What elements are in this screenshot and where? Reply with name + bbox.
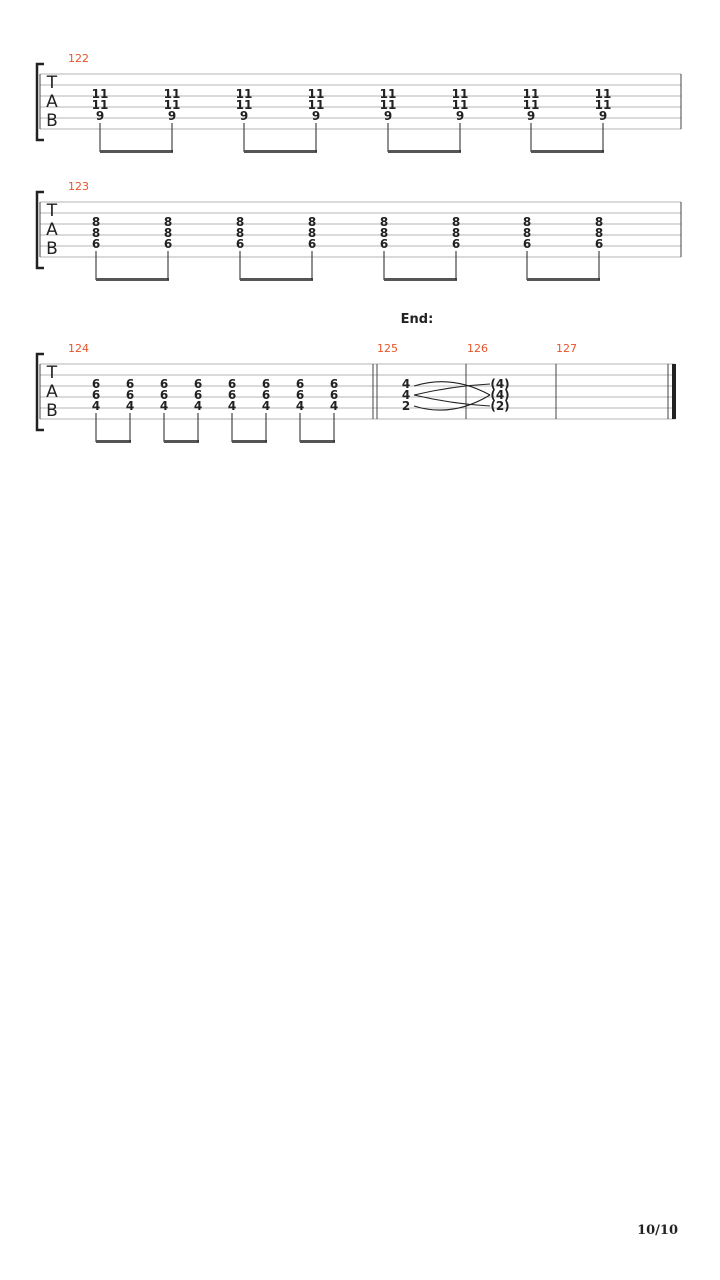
fret-number: 8 [451, 226, 461, 240]
fret-number: 11 [91, 98, 109, 112]
beam [531, 150, 604, 153]
fret-number: 6 [295, 377, 305, 391]
fret-number: 8 [91, 215, 101, 229]
fret-number: 11 [451, 98, 469, 112]
bar-number: 125 [377, 342, 398, 355]
tab-clef-b: B [46, 111, 58, 131]
fret-number: 6 [522, 237, 532, 251]
tab-clef-t: T [46, 73, 58, 93]
fret-number: 11 [379, 87, 397, 101]
tab-clef-a: A [46, 382, 58, 402]
fret-number: 6 [91, 377, 101, 391]
fret-number: 8 [307, 226, 317, 240]
tab-clef-t: T [46, 201, 58, 221]
fret-number: 6 [193, 377, 203, 391]
fret-number: 11 [91, 87, 109, 101]
fret-number: 6 [163, 237, 173, 251]
fret-number: 6 [235, 237, 245, 251]
bar-number: 123 [68, 180, 89, 193]
fret-number: 6 [125, 377, 135, 391]
fret-number-tied: (4) [490, 388, 510, 402]
fret-number: 6 [227, 388, 237, 402]
fret-number: 9 [526, 109, 536, 123]
fret-number: 6 [594, 237, 604, 251]
beam [527, 278, 600, 281]
fret-number: 11 [522, 98, 540, 112]
beam [164, 440, 199, 443]
tab-system-3 [37, 312, 676, 443]
fret-number: 6 [227, 377, 237, 391]
tab-clef-b: B [46, 239, 58, 259]
fret-number: 6 [91, 388, 101, 402]
fret-number: 4 [261, 399, 271, 413]
fret-number: 4 [401, 388, 411, 402]
fret-number: 4 [401, 377, 411, 391]
fret-number: 4 [159, 399, 169, 413]
beam [100, 150, 173, 153]
fret-number: 6 [329, 388, 339, 402]
fret-number-tied: (2) [490, 399, 510, 413]
fret-number-tied: (4) [490, 377, 510, 391]
fret-number: 6 [91, 237, 101, 251]
fret-number: 4 [295, 399, 305, 413]
fret-number: 11 [522, 87, 540, 101]
fret-number: 8 [163, 226, 173, 240]
fret-number: 8 [594, 226, 604, 240]
fret-number: 9 [311, 109, 321, 123]
fret-number: 8 [235, 226, 245, 240]
fret-number: 8 [91, 226, 101, 240]
tab-system-2 [37, 180, 681, 281]
tab-clef-a: A [46, 220, 58, 240]
beam [300, 440, 335, 443]
fret-number: 9 [383, 109, 393, 123]
beam [240, 278, 313, 281]
tab-clef-a: A [46, 92, 58, 112]
fret-number: 6 [295, 388, 305, 402]
beam [96, 278, 169, 281]
bar-number: 122 [68, 52, 89, 65]
fret-number: 4 [193, 399, 203, 413]
fret-number: 6 [159, 388, 169, 402]
fret-number: 11 [163, 98, 181, 112]
section-label: End: [400, 312, 434, 327]
beam [96, 440, 131, 443]
fret-number: 4 [91, 399, 101, 413]
fret-number: 6 [261, 388, 271, 402]
tab-system-1 [37, 52, 681, 153]
final-barline-thick [672, 364, 676, 419]
fret-number: 8 [379, 226, 389, 240]
tab-clef-b: B [46, 401, 58, 421]
beam [232, 440, 267, 443]
fret-number: 9 [239, 109, 249, 123]
staff-lines [40, 364, 675, 419]
fret-number: 9 [167, 109, 177, 123]
staff-lines [40, 202, 681, 257]
note-columns [92, 215, 603, 281]
fret-number: 4 [329, 399, 339, 413]
fret-number: 6 [159, 377, 169, 391]
fret-number: 8 [235, 215, 245, 229]
bar-number: 127 [556, 342, 577, 355]
staff-lines [40, 74, 681, 129]
fret-number: 9 [455, 109, 465, 123]
fret-number: 8 [522, 226, 532, 240]
beam [384, 278, 457, 281]
beam [388, 150, 461, 153]
bar-number: 126 [467, 342, 488, 355]
fret-number: 6 [451, 237, 461, 251]
fret-number: 9 [95, 109, 105, 123]
fret-number: 6 [125, 388, 135, 402]
fret-number: 11 [235, 87, 253, 101]
fret-number: 11 [451, 87, 469, 101]
fret-number: 11 [594, 87, 612, 101]
tab-clef-t: T [46, 363, 58, 383]
fret-number: 11 [307, 87, 325, 101]
fret-number: 8 [451, 215, 461, 229]
fret-number: 8 [522, 215, 532, 229]
note-columns [92, 377, 338, 443]
fret-number: 4 [227, 399, 237, 413]
fret-number: 6 [307, 237, 317, 251]
fret-number: 11 [307, 98, 325, 112]
fret-number: 8 [594, 215, 604, 229]
fret-number: 8 [379, 215, 389, 229]
fret-number: 6 [379, 237, 389, 251]
fret-number: 11 [594, 98, 612, 112]
fret-number: 8 [163, 215, 173, 229]
fret-number: 11 [163, 87, 181, 101]
fret-number: 11 [379, 98, 397, 112]
fret-number: 8 [307, 215, 317, 229]
note-columns [92, 87, 612, 153]
fret-number: 9 [598, 109, 608, 123]
fret-number: 6 [261, 377, 271, 391]
fret-number: 11 [235, 98, 253, 112]
fret-number: 6 [193, 388, 203, 402]
bar-number: 124 [68, 342, 89, 355]
fret-number: 4 [125, 399, 135, 413]
beam [244, 150, 317, 153]
fret-number: 6 [329, 377, 339, 391]
fret-number: 2 [401, 399, 411, 413]
page-indicator: 10/10 [637, 1223, 678, 1238]
